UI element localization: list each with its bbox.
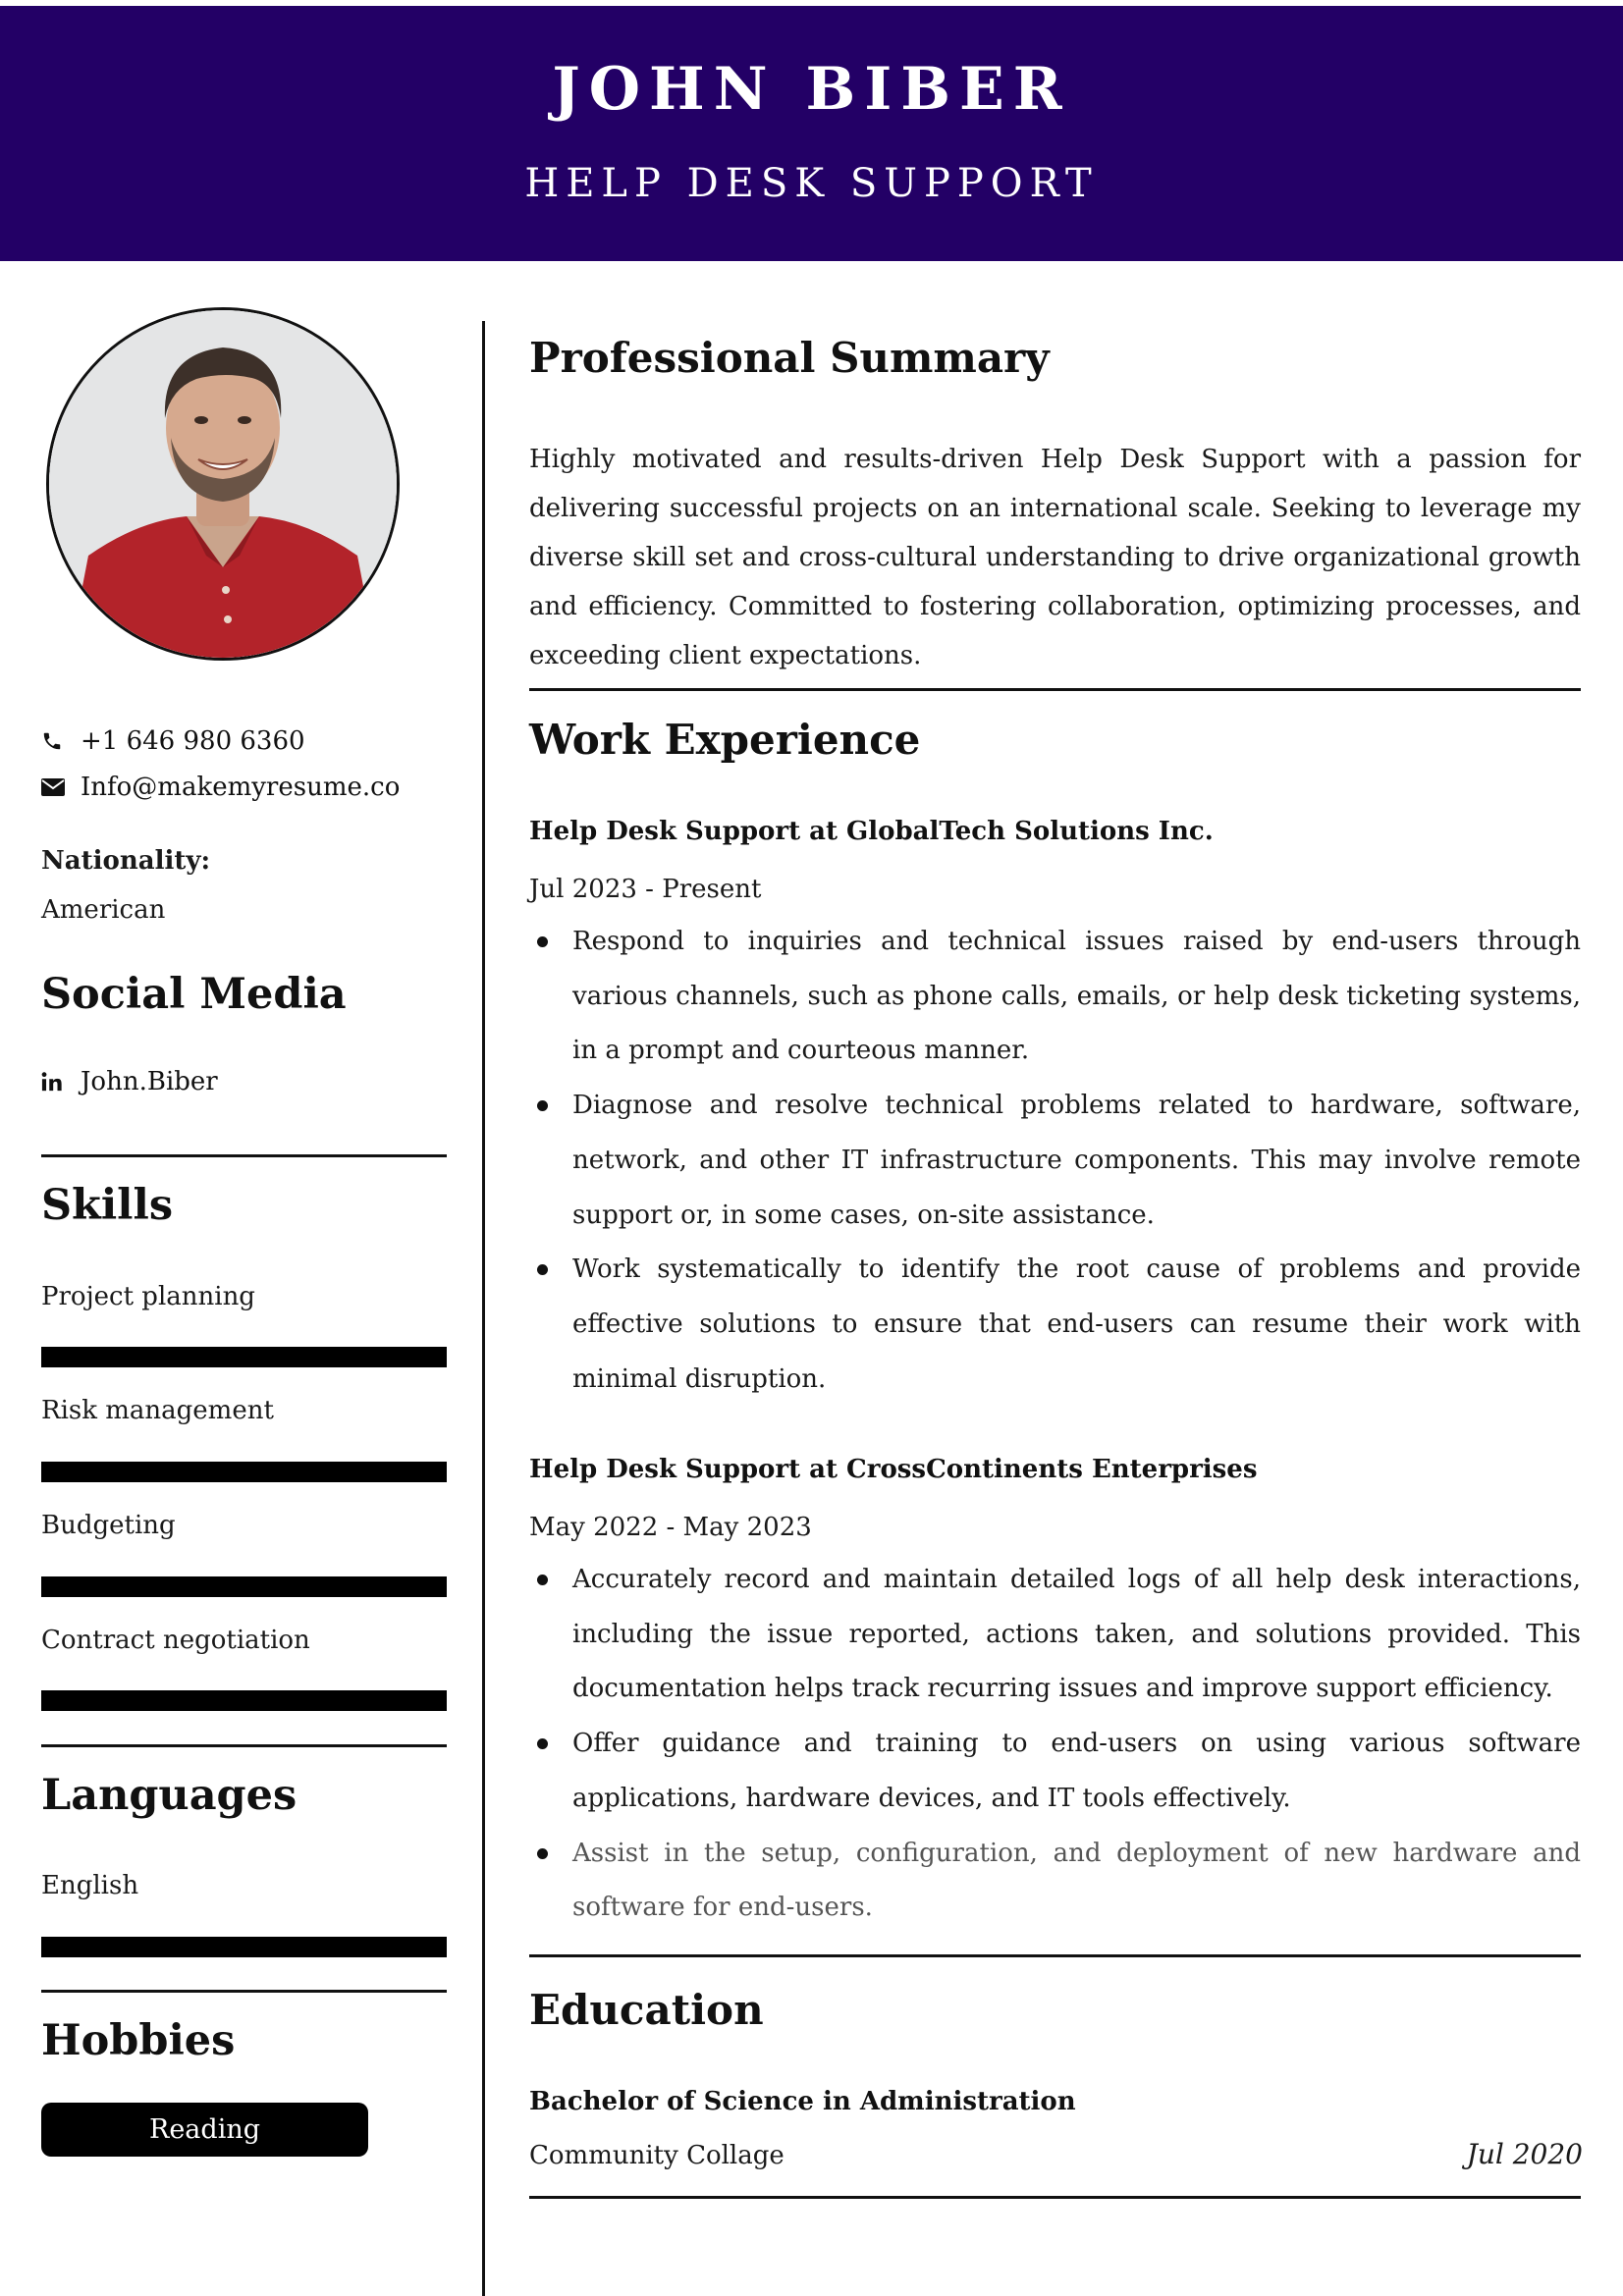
avatar	[46, 307, 400, 661]
job-bullet: Diagnose and resolve technical problems related to hardware, software, network, and other IT infrastructure components. This may involve remote support or, in some cases, on-site assistance.	[529, 1079, 1581, 1243]
envelope-icon	[41, 777, 81, 797]
phone-icon	[41, 730, 81, 752]
skill-level-bar	[41, 1690, 447, 1711]
job-dates: Jul 2023 - Present	[529, 875, 762, 904]
summary-heading: Professional Summary	[529, 334, 1050, 382]
summary-text: Highly motivated and results-driven Help Desk Support with a passion for delivering successful projects on an international scale. Seeking to leverage my diverse skill set and cross-cultural understanding to drive organizational growth and efficiency. Committed to fostering collaboration, optimizing processes, and exceeding client expectations.	[529, 445, 1581, 670]
skill-level-fill	[41, 1576, 447, 1597]
job-bullet: Respond to inquiries and technical issues raised by end-users through various channels, such as phone calls, emails, or help desk ticketing systems, in a prompt and courteous manner.	[529, 915, 1581, 1079]
linkedin-handle: John.Biber	[81, 1067, 218, 1096]
job-title: Help Desk Support at CrossContinents Enterprises	[529, 1455, 1258, 1484]
job-bullet: Offer guidance and training to end-users on using various software applications, hardware devices, and IT tools effectively.	[529, 1717, 1581, 1826]
skill-level-bar	[41, 1462, 447, 1482]
skill-name: Budgeting	[41, 1511, 176, 1540]
skill-level-bar	[41, 1347, 447, 1367]
hobby-tag: Reading	[41, 2103, 368, 2157]
skill-level-fill	[41, 1690, 447, 1711]
skill-name: Contract negotiation	[41, 1626, 310, 1655]
education-heading: Education	[529, 1986, 764, 2034]
degree-title: Bachelor of Science in Administration	[529, 2087, 1076, 2116]
divider	[529, 688, 1581, 691]
column-divider	[482, 321, 485, 2296]
language-name: English	[41, 1871, 139, 1900]
hobbies-heading: Hobbies	[41, 2016, 236, 2065]
nationality-label: Nationality:	[41, 846, 211, 876]
candidate-title: HELP DESK SUPPORT	[524, 161, 1099, 206]
email-address: Info@makemyresume.co	[81, 773, 401, 802]
contact-phone	[41, 726, 305, 756]
skill-level-fill	[41, 1462, 447, 1482]
skill-name: Project planning	[41, 1282, 255, 1311]
divider	[41, 1154, 447, 1157]
education-date: Jul 2020	[1466, 2138, 1583, 2170]
work-heading: Work Experience	[529, 716, 921, 764]
skills-heading: Skills	[41, 1181, 174, 1230]
nationality-value: American	[41, 895, 166, 925]
job-bullet: Accurately record and maintain detailed logs of all help desk interactions, including the issue reported, actions taken, and solutions provided. This documentation helps track recurring issues and improve support efficiency.	[529, 1553, 1581, 1717]
skill-name: Risk management	[41, 1396, 274, 1425]
social-linkedin	[41, 1067, 218, 1096]
profile-photo	[49, 310, 397, 658]
language-level-bar	[41, 1937, 447, 1957]
job-bullets	[529, 915, 1581, 1407]
job-bullet: Work systematically to identify the root cause of problems and provide effective solutions to ensure that end-users can resume their work with minimal disruption.	[529, 1243, 1581, 1407]
resume-header	[0, 6, 1623, 261]
job-bullet: Assist in the setup, configuration, and deployment of new hardware and software for end-users.	[529, 1827, 1581, 1936]
candidate-name: JOHN BIBER	[552, 55, 1071, 124]
job-dates: May 2022 - May 2023	[529, 1513, 812, 1542]
language-level-fill	[41, 1937, 447, 1957]
job-bullets	[529, 1553, 1581, 1936]
contact-email	[41, 773, 400, 802]
skill-level-bar	[41, 1576, 447, 1597]
languages-heading: Languages	[41, 1771, 298, 1820]
school-name: Community Collage	[529, 2141, 784, 2170]
social-heading: Social Media	[41, 970, 347, 1019]
linkedin-icon	[41, 1071, 81, 1093]
divider	[529, 1954, 1581, 1957]
skill-level-fill	[41, 1347, 447, 1367]
job-title: Help Desk Support at GlobalTech Solutions Inc.	[529, 817, 1214, 846]
divider	[41, 1990, 447, 1993]
phone-number: +1 646 980 6360	[81, 726, 305, 756]
divider	[41, 1744, 447, 1747]
divider	[529, 2196, 1581, 2199]
